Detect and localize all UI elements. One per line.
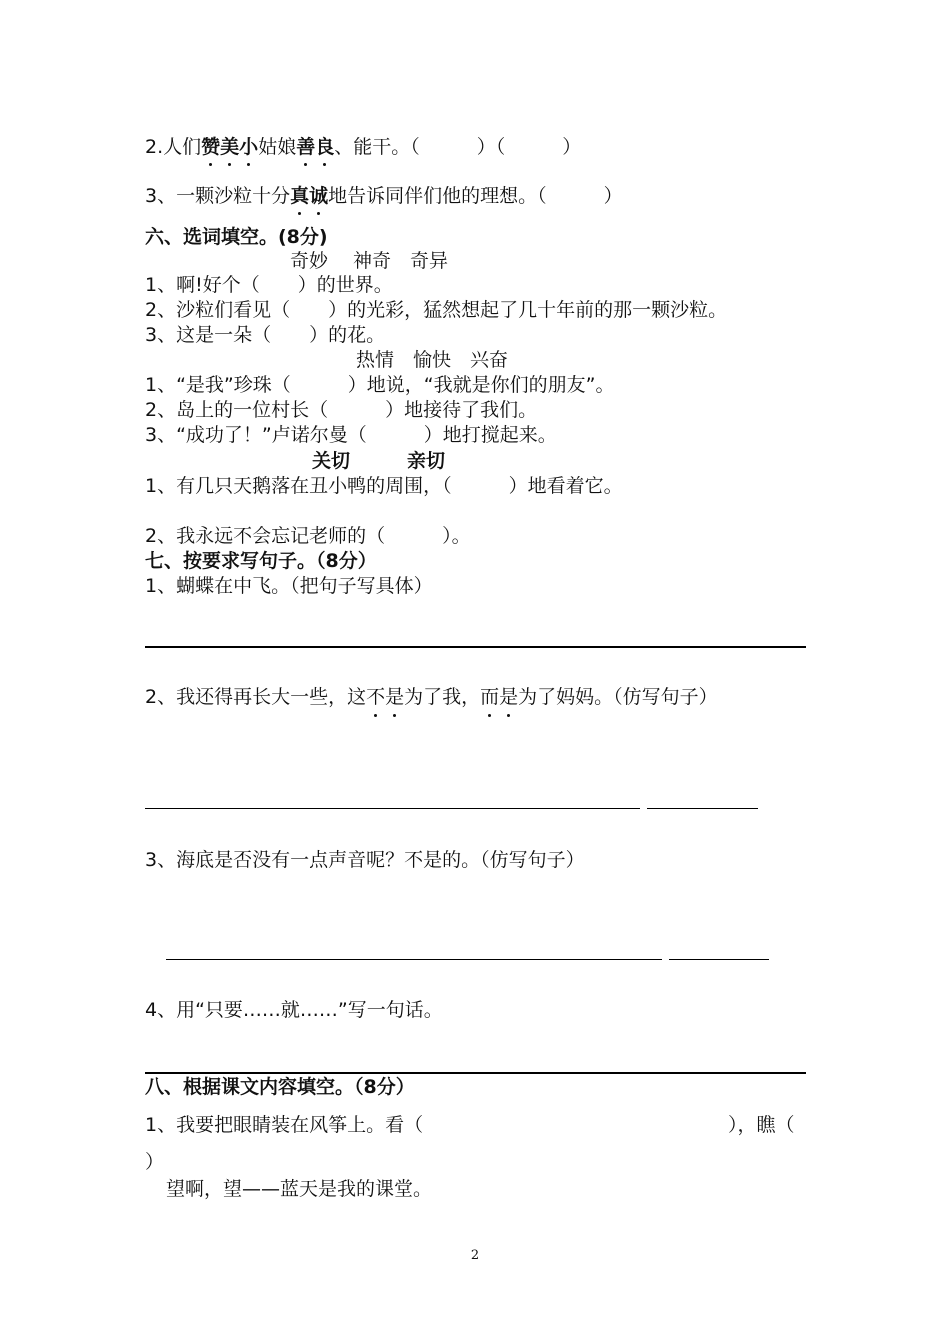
s8-q1-c: ）	[145, 1151, 165, 1173]
s8-q1-d: 望啊，望——蓝天是我的课堂。	[166, 1178, 433, 1200]
word-choices-3: 关切 亲切	[312, 450, 446, 472]
dotted-char: 是	[499, 686, 519, 708]
dotted-char: 诚	[309, 185, 329, 207]
answer-line	[145, 646, 806, 648]
s6-g2-q3: 3、“成功了！”卢诺尔曼（ ）地打搅起来。	[145, 424, 557, 446]
s6-g1-q3: 3、这是一朵（ ）的花。	[145, 324, 386, 346]
s7-q3: 3、海底是否没有一点声音呢？不是的。（仿写句子）	[145, 849, 585, 871]
answer-line	[145, 808, 640, 809]
answer-line	[669, 959, 769, 960]
s7-q1: 1、蝴蝶在中飞。（把句子写具体）	[145, 575, 433, 597]
section-6-title: 六、选词填空。(8分)	[145, 226, 328, 248]
dotted-char: 真	[290, 185, 310, 207]
s6-g3-q2: 2、我永远不会忘记老师的（ ）。	[145, 525, 471, 547]
s6-g2-q2: 2、岛上的一位村长（ ）地接待了我们。	[145, 399, 538, 421]
dotted-char: 不	[366, 686, 386, 708]
word-choices-2: 热情 愉快 兴奋	[356, 349, 509, 371]
section-8-title: 八、根据课文内容填空。（8分）	[145, 1076, 415, 1098]
s7-q2: 2、我还得再长大一些，这不是为了我，而是为了妈妈。（仿写句子）	[145, 686, 718, 708]
page-number: 2	[470, 1248, 480, 1263]
answer-line	[166, 959, 662, 960]
dotted-char: 是	[385, 686, 405, 708]
s6-g1-q2: 2、沙粒们看见（ ）的光彩，猛然想起了几十年前的那一颗沙粒。	[145, 299, 728, 321]
s6-g1-q1: 1、啊!好个（ ）的世界。	[145, 274, 393, 296]
s8-q1-b: ），瞧（	[728, 1114, 795, 1136]
section-7-title: 七、按要求写句子。（8分）	[145, 550, 377, 572]
dotted-char: 美	[220, 136, 240, 158]
word-choices-1: 奇妙 神奇 奇异	[290, 250, 449, 272]
s6-g3-q1: 1、有几只天鹅落在丑小鸭的周围，（ ）地看着它。	[145, 475, 623, 497]
s6-g2-q1: 1、“是我”珍珠（ ）地说，“我就是你们的朋友”。	[145, 374, 615, 396]
dotted-char: 而	[480, 686, 500, 708]
dotted-char: 善	[296, 136, 316, 158]
s8-q1-a: 1、我要把眼睛装在风筝上。看（	[145, 1114, 424, 1136]
dotted-char: 小	[239, 136, 259, 158]
s7-q4: 4、用“只要……就……”写一句话。	[145, 999, 443, 1021]
s5-q2: 2.人们赞美小姑娘善良、能干。（ ）（ ）	[145, 136, 582, 158]
answer-line	[647, 808, 758, 809]
s5-q3: 3、一颗沙粒十分真诚地告诉同伴们他的理想。（ ）	[145, 185, 623, 207]
dotted-char: 赞	[201, 136, 221, 158]
dotted-char: 良	[315, 136, 335, 158]
answer-line	[145, 1072, 806, 1074]
